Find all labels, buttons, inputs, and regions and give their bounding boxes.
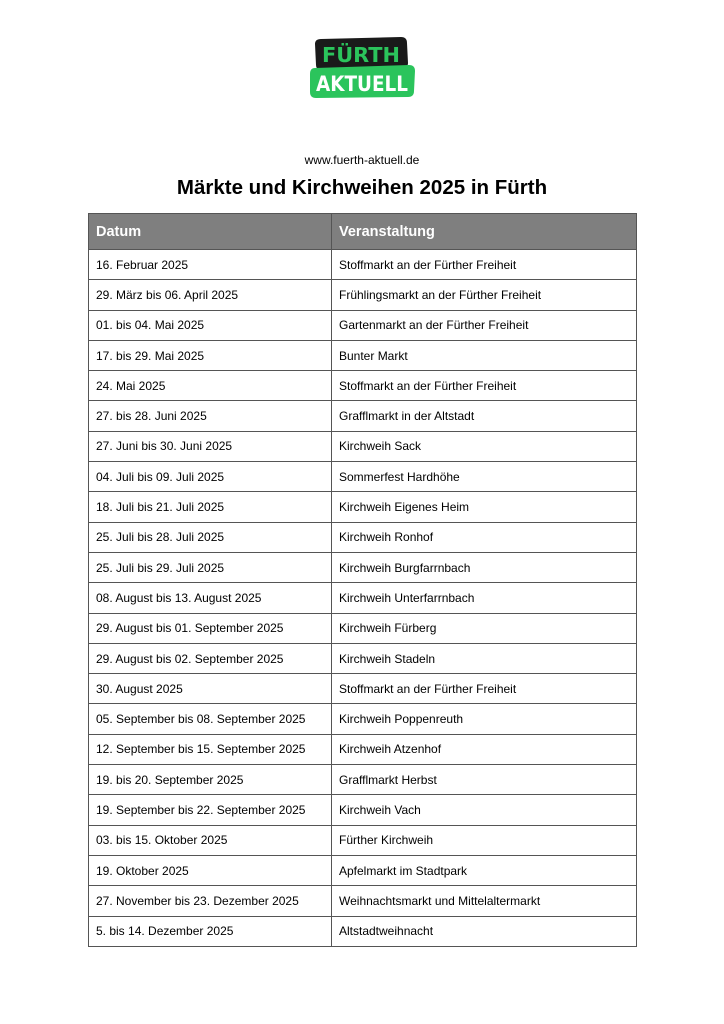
event-cell: Stoffmarkt an der Fürther Freiheit [332, 674, 637, 704]
event-cell: Grafflmarkt Herbst [332, 765, 637, 795]
date-cell: 18. Juli bis 21. Juli 2025 [89, 492, 332, 522]
event-cell: Kirchweih Unterfarrnbach [332, 583, 637, 613]
date-cell: 19. September bis 22. September 2025 [89, 795, 332, 825]
fuerth-aktuell-logo [309, 36, 415, 98]
event-cell: Kirchweih Fürberg [332, 613, 637, 643]
column-header-datum: Datum [89, 214, 332, 250]
logo-line1: FÜRTH [322, 43, 400, 67]
date-cell: 27. November bis 23. Dezember 2025 [89, 886, 332, 916]
table-row [89, 643, 637, 673]
event-cell: Apfelmarkt im Stadtpark [332, 855, 637, 885]
event-cell: Kirchweih Eigenes Heim [332, 492, 637, 522]
logo-graphic [309, 36, 415, 98]
table-header-row [89, 214, 637, 250]
event-cell: Altstadtweihnacht [332, 916, 637, 946]
logo-line2: AKTUELL [316, 72, 408, 96]
column-header-veranstaltung: Veranstaltung [332, 214, 637, 250]
table-row [89, 765, 637, 795]
date-cell: 25. Juli bis 28. Juli 2025 [89, 522, 332, 552]
table-row [89, 340, 637, 370]
table-row [89, 795, 637, 825]
date-cell: 25. Juli bis 29. Juli 2025 [89, 552, 332, 582]
table-row [89, 734, 637, 764]
table-row [89, 492, 637, 522]
event-cell: Kirchweih Ronhof [332, 522, 637, 552]
table-row [89, 250, 637, 280]
date-cell: 19. bis 20. September 2025 [89, 765, 332, 795]
date-cell: 05. September bis 08. September 2025 [89, 704, 332, 734]
event-cell: Stoffmarkt an der Fürther Freiheit [332, 371, 637, 401]
event-cell: Sommerfest Hardhöhe [332, 462, 637, 492]
event-cell: Kirchweih Vach [332, 795, 637, 825]
table-row [89, 280, 637, 310]
table-row [89, 310, 637, 340]
date-cell: 19. Oktober 2025 [89, 855, 332, 885]
date-cell: 30. August 2025 [89, 674, 332, 704]
event-cell: Weihnachtsmarkt und Mittelaltermarkt [332, 886, 637, 916]
page-title: Märkte und Kirchweihen 2025 in Fürth [176, 176, 548, 199]
date-cell: 29. März bis 06. April 2025 [89, 280, 332, 310]
event-cell: Fürther Kirchweih [332, 825, 637, 855]
date-cell: 17. bis 29. Mai 2025 [89, 340, 332, 370]
event-cell: Kirchweih Poppenreuth [332, 704, 637, 734]
event-cell: Frühlingsmarkt an der Fürther Freiheit [332, 280, 637, 310]
date-cell: 04. Juli bis 09. Juli 2025 [89, 462, 332, 492]
date-cell: 27. bis 28. Juni 2025 [89, 401, 332, 431]
table-row [89, 886, 637, 916]
table-row [89, 552, 637, 582]
date-cell: 5. bis 14. Dezember 2025 [89, 916, 332, 946]
event-cell: Kirchweih Stadeln [332, 643, 637, 673]
table-row [89, 613, 637, 643]
date-cell: 27. Juni bis 30. Juni 2025 [89, 431, 332, 461]
table-body [89, 250, 637, 947]
event-cell: Kirchweih Burgfarrnbach [332, 552, 637, 582]
date-cell: 24. Mai 2025 [89, 371, 332, 401]
date-cell: 29. August bis 01. September 2025 [89, 613, 332, 643]
table-row [89, 674, 637, 704]
event-cell: Kirchweih Sack [332, 431, 637, 461]
table-row [89, 431, 637, 461]
table-row [89, 462, 637, 492]
event-cell: Gartenmarkt an der Fürther Freiheit [332, 310, 637, 340]
date-cell: 12. September bis 15. September 2025 [89, 734, 332, 764]
table-row [89, 522, 637, 552]
event-cell: Grafflmarkt in der Altstadt [332, 401, 637, 431]
event-cell: Kirchweih Atzenhof [332, 734, 637, 764]
site-url: www.fuerth-aktuell.de [304, 153, 420, 167]
date-cell: 08. August bis 13. August 2025 [89, 583, 332, 613]
date-cell: 29. August bis 02. September 2025 [89, 643, 332, 673]
table-row [89, 916, 637, 946]
date-cell: 01. bis 04. Mai 2025 [89, 310, 332, 340]
table-row [89, 401, 637, 431]
table-row [89, 704, 637, 734]
event-cell: Bunter Markt [332, 340, 637, 370]
table-row [89, 825, 637, 855]
event-cell: Stoffmarkt an der Fürther Freiheit [332, 250, 637, 280]
date-cell: 16. Februar 2025 [89, 250, 332, 280]
date-cell: 03. bis 15. Oktober 2025 [89, 825, 332, 855]
table-row [89, 855, 637, 885]
events-table [88, 213, 637, 947]
table-row [89, 583, 637, 613]
table-row [89, 371, 637, 401]
